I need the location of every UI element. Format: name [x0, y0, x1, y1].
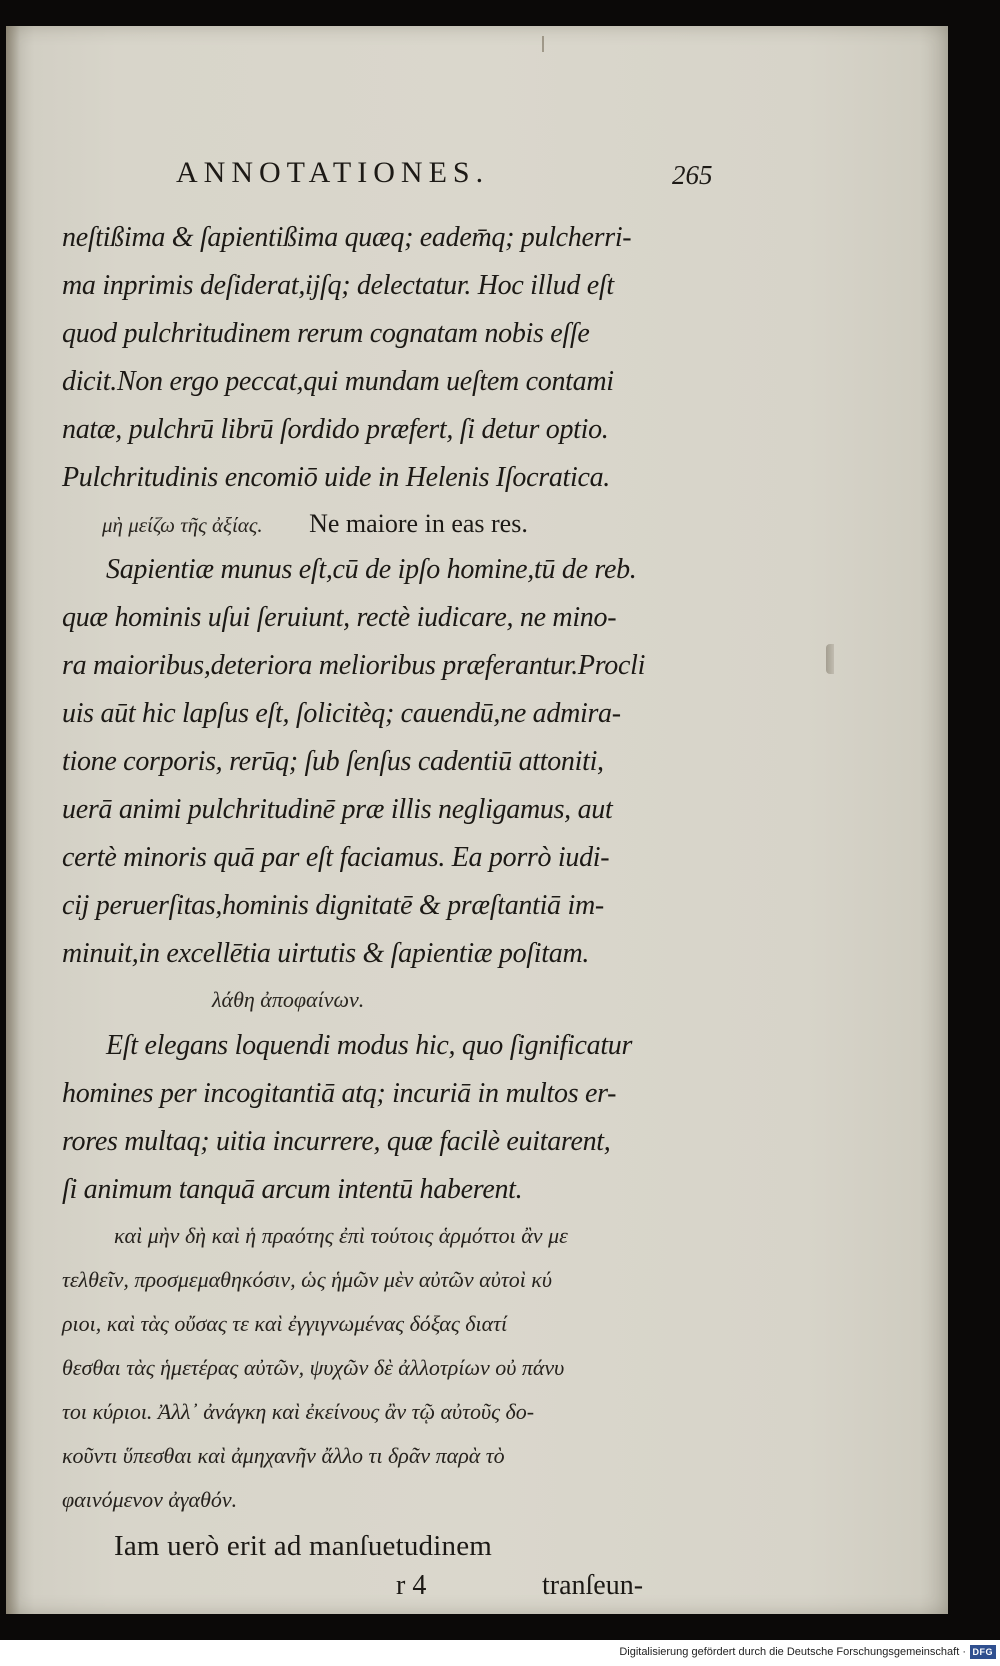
text-block: [62, 214, 722, 1618]
text-line: quæ hominis uſui ſeruiunt, rectè iudicare, ne mino-: [62, 602, 617, 633]
page-ink-mark: [542, 36, 544, 52]
text-line: certè minoris quā par eſt faciamus. Ea porrò iudi-: [62, 842, 610, 873]
text-line: ra maioribus,deteriora melioribus præferantur.Procli: [62, 650, 646, 681]
text-line: uerā animi pulchritudinē præ illis negligamus, aut: [62, 794, 613, 825]
catchline: [62, 1570, 722, 1618]
text-line: ma inprimis deſiderat,ijſq; delectatur. Hoc illud eſt: [62, 270, 614, 301]
text-line: rores multaq; uitia incurrere, quæ facilè euitarent,: [62, 1126, 611, 1157]
greek-line: τελθεῖν, προσμεμαθηκόσιν, ὡς ἡμῶν μὲν αὐτῶν αὐτοὶ κύ: [62, 1267, 552, 1292]
greek-line: κοῦντι ὕπεσθαι καὶ ἀμηχανῆν ἄλλο τι δρᾶν παρὰ τὸ: [62, 1443, 505, 1468]
lemma-1: [102, 502, 722, 546]
text-line: homines per incogitantiā atq; incuriā in multos er-: [62, 1078, 617, 1109]
paragraph-3: [62, 1022, 722, 1214]
text-line: Pulchritudinis encomiō uide in Helenis Iſocratica.: [62, 462, 611, 493]
greek-line: καὶ μὴν δὴ καὶ ἡ πραότης ἐπὶ τούτοις ἁρμόττοι ἂν με: [114, 1223, 568, 1248]
catchword: tranſeun-: [542, 1570, 644, 1601]
greek-line: τοι κύριοι. Ἀλλ᾽ ἀνάγκη καὶ ἐκείνους ἂν τῷ αὐτοῦς δο-: [62, 1399, 535, 1424]
paragraph-1: [62, 214, 722, 502]
page-number: 265: [672, 160, 713, 190]
text-line: quod pulchritudinem rerum cognatam nobis eſſe: [62, 318, 590, 349]
book-page: [6, 26, 948, 1614]
greek-line: θεσθαι τὰς ἡμετέρας αὐτῶν, ψυχῶν δὲ ἀλλοτρίων οὐ πάνυ: [62, 1355, 565, 1380]
text-line: uis aūt hic lapſus eſt, ſolicitèq; cauendū,ne admira-: [62, 698, 621, 729]
final-text-line: Iam uerò erit ad manſuetudinem: [114, 1530, 493, 1562]
page-edge-mark: [826, 644, 834, 674]
greek-line: φαινόμενον ἀγαθόν.: [62, 1487, 238, 1512]
greek-quotation: [62, 1214, 722, 1522]
text-line: Eſt elegans loquendi modus hic, quo ſignificatur: [106, 1030, 633, 1061]
lemma-2-greek: λάθη ἀποφαίνων.: [212, 987, 365, 1012]
dfg-logo: DFG: [970, 1645, 997, 1659]
text-line: Sapientiæ munus eſt,cū de ipſo homine,tū de reb.: [106, 554, 637, 585]
signature-mark: r 4: [396, 1570, 427, 1601]
text-line: tione corporis, rerūq; ſub ſenſus cadentiū attoniti,: [62, 746, 604, 777]
paragraph-2: [62, 546, 722, 978]
greek-line: ριοι, καὶ τὰς οὔσας τε καὶ ἐγγιγνωμένας δόξας διατί: [62, 1311, 508, 1336]
lemma-latin: Ne maiore in eas res.: [309, 509, 528, 538]
running-head: ANNOTATIONES.: [176, 156, 490, 189]
lemma-greek: μὴ μείζω τῆς ἀξίας.: [102, 513, 263, 537]
text-line: dicit.Non ergo peccat,qui mundam ueſtem contami: [62, 366, 614, 397]
text-line: ſi animum tanquā arcum intentū haberent.: [62, 1174, 523, 1205]
funding-credit: Digitalisierung gefördert durch die Deutsche Forschungsgemeinschaft ·: [619, 1646, 966, 1658]
text-line: cij peruerſitas,hominis dignitatē & præſtantiā im-: [62, 890, 604, 921]
footer-bar: [0, 1640, 1000, 1666]
text-line: minuit,in excellētia uirtutis & ſapientiæ poſitam.: [62, 938, 590, 969]
text-line: neſtißima & ſapientißima quæq; eadem̄q; pulcherri-: [62, 222, 632, 253]
text-line: natæ, pulchrū librū ſordido præfert, ſi detur optio.: [62, 414, 609, 445]
